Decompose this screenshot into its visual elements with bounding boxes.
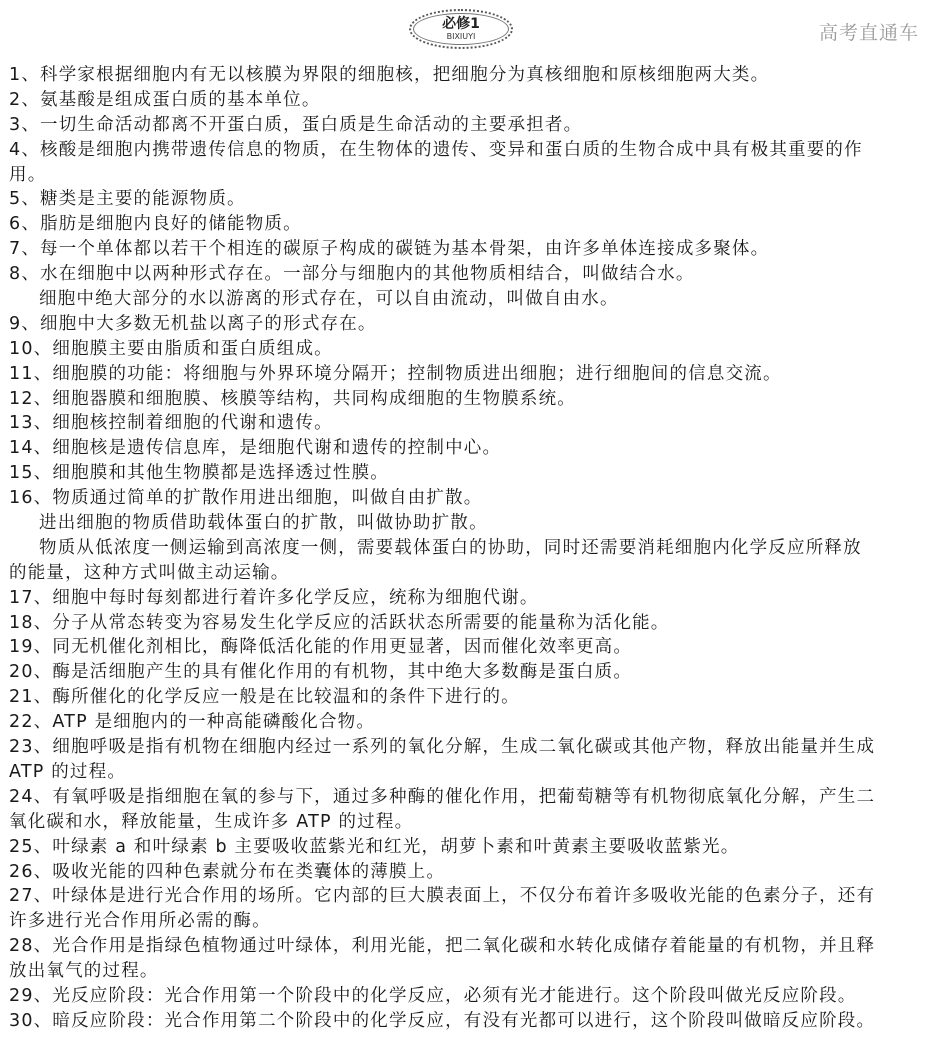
list-item [9, 63, 929, 88]
list-item-line: 放出氧气的过程。 [9, 961, 159, 982]
list-item [9, 635, 929, 660]
list-item [9, 113, 929, 138]
list-item-line: ATP 的过程。 [9, 761, 127, 782]
list-item-line: 13、细胞核控制着细胞的代谢和遗传。 [9, 413, 333, 434]
list-item-line: 14、细胞核是遗传信息库，是细胞代谢和遗传的控制中心。 [9, 438, 502, 459]
list-item-line: 30、暗反应阶段：光合作用第二个阶段中的化学反应，有没有光都可以进行，这个阶段叫做暗反应阶段。 [9, 1010, 876, 1031]
list-item-line: 9、细胞中大多数无机盐以离子的形式存在。 [9, 313, 377, 334]
list-item [9, 984, 929, 1009]
list-item-line: 的能量，这种方式叫做主动运输。 [9, 562, 290, 583]
list-item [9, 262, 929, 312]
list-item-line: 18、分子从常态转变为容易发生化学反应的活跃状态所需要的能量称为活化能。 [9, 612, 670, 633]
list-item-line: 2、氨基酸是组成蛋白质的基本单位。 [9, 89, 321, 110]
list-item-line: 6、脂肪是细胞内良好的储能物质。 [9, 214, 302, 235]
list-item [9, 88, 929, 113]
list-item [9, 685, 929, 710]
list-item-line: 27、叶绿体是进行光合作用的场所。它内部的巨大膜表面上，不仅分布着许多吸收光能的色素分子，还有 [9, 886, 876, 907]
list-item-line: 7、每一个单体都以若干个相连的碳原子构成的碳链为基本骨架，由许多单体连接成多聚体。 [9, 239, 770, 260]
list-item-line: 细胞中绝大部分的水以游离的形式存在，可以自由流动，叫做自由水。 [39, 289, 619, 310]
list-item-line: 29、光反应阶段：光合作用第一个阶段中的化学反应，必须有光才能进行。这个阶段叫做光反应阶段。 [9, 985, 857, 1006]
list-item-line: 8、水在细胞中以两种形式存在。一部分与细胞内的其他物质相结合，叫做结合水。 [9, 264, 695, 285]
list-item [9, 785, 929, 835]
list-item [9, 337, 929, 362]
list-item [9, 312, 929, 337]
list-item-line: 4、核酸是细胞内携带遗传信息的物质，在生物体的遗传、变异和蛋白质的生物合成中具有极其重要的作 [9, 139, 863, 160]
list-item [9, 934, 929, 984]
list-item [9, 660, 929, 685]
list-item-line: 25、叶绿素 a 和叶绿素 b 主要吸收蓝紫光和红光，胡萝卜素和叶黄素主要吸收蓝紫光。 [9, 836, 740, 857]
list-item [9, 835, 929, 860]
watermark: 高考直通车 [818, 22, 919, 44]
list-item-line: 24、有氧呼吸是指细胞在氧的参与下，通过多种酶的催化作用，把葡萄糖等有机物彻底氧化分解，产生二 [9, 786, 876, 807]
list-item [9, 860, 929, 885]
list-item-line: 23、细胞呼吸是指有机物在细胞内经过一系列的氧化分解，生成二氧化碳或其他产物，释放出能量并生成 [9, 737, 876, 758]
list-item [9, 611, 929, 636]
list-item [9, 486, 929, 586]
list-item [9, 1009, 929, 1034]
list-item-line: 许多进行光合作用所必需的酶。 [9, 911, 271, 932]
list-item [9, 436, 929, 461]
list-item [9, 237, 929, 262]
list-item-line: 物质从低浓度一侧运输到高浓度一侧，需要载体蛋白的协助，同时还需要消耗细胞内化学反应所释放 [39, 537, 862, 558]
list-item-line: 11、细胞膜的功能：将细胞与外界环境分隔开；控制物质进出细胞；进行细胞间的信息交流。 [9, 363, 782, 384]
list-item-line: 12、细胞器膜和细胞膜、核膜等结构，共同构成细胞的生物膜系统。 [9, 388, 576, 409]
list-item [9, 212, 929, 237]
list-item-line: 1、科学家根据细胞内有无以核膜为界限的细胞核，把细胞分为真核细胞和原核细胞两大类。 [9, 65, 770, 85]
list-item-line: 21、酶所催化的化学反应一般是在比较温和的条件下进行的。 [9, 687, 520, 708]
list-item-line: 氧化碳和水，释放能量，生成许多 ATP 的过程。 [9, 811, 414, 832]
badge-subtitle: BIXIUYI [446, 32, 476, 41]
list-item-line: 28、光合作用是指绿色植物通过叶绿体，利用光能，把二氧化碳和水转化成储存着能量的有机物，并且释 [9, 936, 876, 957]
list-item [9, 411, 929, 436]
list-item [9, 710, 929, 735]
list-item [9, 461, 929, 486]
list-item-line: 26、吸收光能的四种色素就分布在类囊体的薄膜上。 [9, 861, 446, 882]
list-item-line: 3、一切生命活动都离不开蛋白质，蛋白质是生命活动的主要承担者。 [9, 114, 583, 135]
list-item-line: 用。 [9, 164, 47, 185]
list-item-line: 5、糖类是主要的能源物质。 [9, 189, 246, 210]
list-item-line: 17、细胞中每时每刻都进行着许多化学反应，统称为细胞代谢。 [9, 587, 539, 608]
knowledge-list [9, 63, 929, 1034]
list-item [9, 884, 929, 934]
list-item [9, 138, 929, 188]
list-item [9, 362, 929, 387]
badge-title: 必修1 [442, 16, 480, 32]
list-item-line: 19、同无机催化剂相比，酶降低活化能的作用更显著，因而催化效率更高。 [9, 637, 633, 658]
list-item [9, 586, 929, 611]
list-item-line: 22、ATP 是细胞内的一种高能磷酸化合物。 [9, 712, 376, 733]
list-item-line: 15、细胞膜和其他生物膜都是选择透过性膜。 [9, 463, 389, 484]
list-item [9, 735, 929, 785]
list-item-line: 16、物质通过简单的扩散作用进出细胞，叫做自由扩散。 [9, 488, 483, 509]
list-item-line: 10、细胞膜主要由脂质和蛋白质组成。 [9, 338, 333, 359]
list-item [9, 187, 929, 212]
section-badge [409, 9, 513, 49]
list-item-line: 进出细胞的物质借助载体蛋白的扩散，叫做协助扩散。 [39, 513, 488, 534]
list-item [9, 387, 929, 412]
list-item-line: 20、酶是活细胞产生的具有催化作用的有机物，其中绝大多数酶是蛋白质。 [9, 662, 633, 683]
